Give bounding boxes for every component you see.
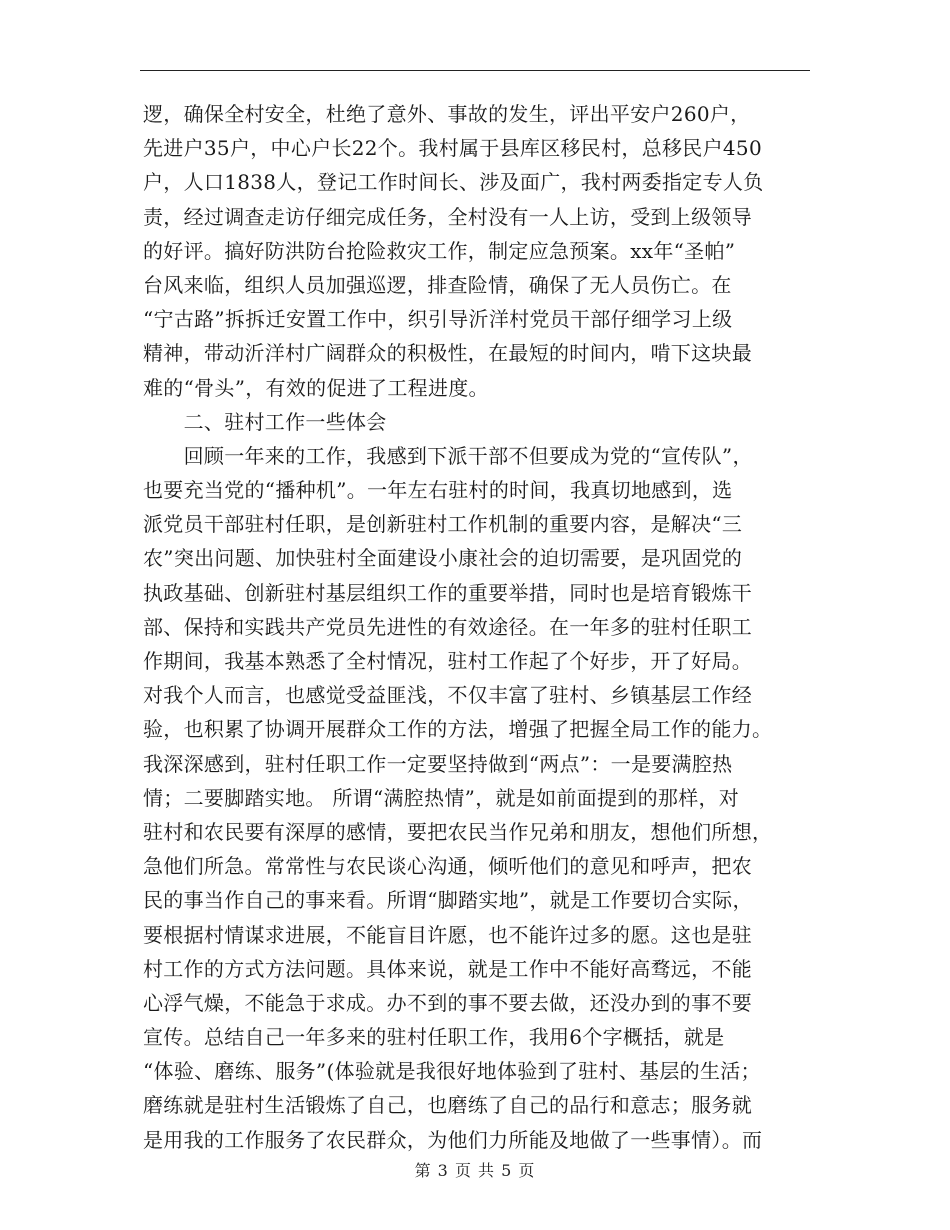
page-number: 第 3 页 共 5 页 xyxy=(414,1161,536,1180)
text-line: 要根据村情谋求进展，不能盲目许愿，也不能许过多的愿。这也是驻 xyxy=(143,922,752,947)
text-line: “体验、磨练、服务”(体验就是我很好地体验到了驻村、基层的生活； xyxy=(143,1059,761,1084)
text-line: 先进户35户，中心户长22个。我村属于县库区移民村，总移民户450 xyxy=(143,136,762,161)
text-line: 民的事当作自己的事来看。所谓“脚踏实地”，就是工作要切合实际， xyxy=(143,888,753,913)
text-line: 部、保持和实践共产党员先进性的有效途径。在一年多的驻村任职工 xyxy=(143,614,752,639)
text-line: 也要充当党的“播种机”。一年左右驻村的时间，我真切地感到，选 xyxy=(143,478,733,503)
header-rule xyxy=(140,70,810,71)
text-line: 宣传。总结自己一年多来的驻村任职工作，我用6个字概括，就是 xyxy=(143,1025,725,1050)
text-line: 磨练就是驻村生活锻炼了自己，也磨练了自己的品行和意志；服务就 xyxy=(143,1093,752,1118)
text-line: “宁古路”拆拆迁安置工作中，织引导沂洋村党员干部仔细学习上级 xyxy=(143,307,733,332)
section-heading: 二、驻村工作一些体会 xyxy=(143,409,387,434)
text-line: 户，人口1838人，登记工作时间长、涉及面广，我村两委指定专人负 xyxy=(143,170,764,195)
text-line: 精神，带动沂洋村广阔群众的积极性，在最短的时间内，啃下这块最 xyxy=(143,341,752,366)
text-line: 验，也积累了协调开展群众工作的方法，增强了把握全局工作的能力。 xyxy=(143,717,773,742)
text-line: 派党员干部驻村任职，是创新驻村工作机制的重要内容，是解决“三 xyxy=(143,512,743,537)
text-line: 执政基础、创新驻村基层组织工作的重要举措，同时也是培育锻炼干 xyxy=(143,580,752,605)
text-line: 的好评。搞好防洪防台抢险救灾工作，制定应急预案。xx年“圣帕” xyxy=(143,238,736,263)
text-line: 村工作的方式方法问题。具体来说，就是工作中不能好高骛远，不能 xyxy=(143,956,752,981)
text-line: 回顾一年来的工作，我感到下派干部不但要成为党的“宣传队”， xyxy=(143,443,753,468)
text-line: 责，经过调查走访仔细完成任务，全村没有一人上访，受到上级领导 xyxy=(143,204,752,229)
text-line: 驻村和农民要有深厚的感情，要把农民当作兄弟和朋友，想他们所想， xyxy=(143,819,773,844)
text-line: 我深深感到，驻村任职工作一定要坚持做到“两点”：一是要满腔热 xyxy=(143,751,733,776)
text-line: 台风来临，组织人员加强巡逻，排查险情，确保了无人员伤亡。在 xyxy=(143,272,732,297)
text-line: 难的“骨头”，有效的促进了工程进度。 xyxy=(143,375,489,400)
text-line: 对我个人而言，也感觉受益匪浅，不仅丰富了驻村、乡镇基层工作经 xyxy=(143,683,752,708)
text-line: 作期间，我基本熟悉了全村情况，驻村工作起了个好步，开了好局。 xyxy=(143,649,752,673)
text-line: 是用我的工作服务了农民群众，为他们力所能及地做了一些事情）。而 xyxy=(143,1127,763,1152)
text-line: 情；二要脚踏实地。 所谓“满腔热情”，就是如前面提到的那样，对 xyxy=(143,785,740,810)
text-line: 农”突出问题、加快驻村全面建设小康社会的迫切需要，是巩固党的 xyxy=(143,546,743,571)
text-line: 心浮气燥，不能急于求成。办不到的事不要去做，还没办到的事不要 xyxy=(143,990,752,1015)
body-text xyxy=(143,97,813,1157)
text-line: 急他们所急。常常性与农民谈心沟通，倾听他们的意见和呼声，把农 xyxy=(143,854,752,879)
text-line: 逻，确保全村安全，杜绝了意外、事故的发生，评出平安户260户， xyxy=(143,102,751,126)
